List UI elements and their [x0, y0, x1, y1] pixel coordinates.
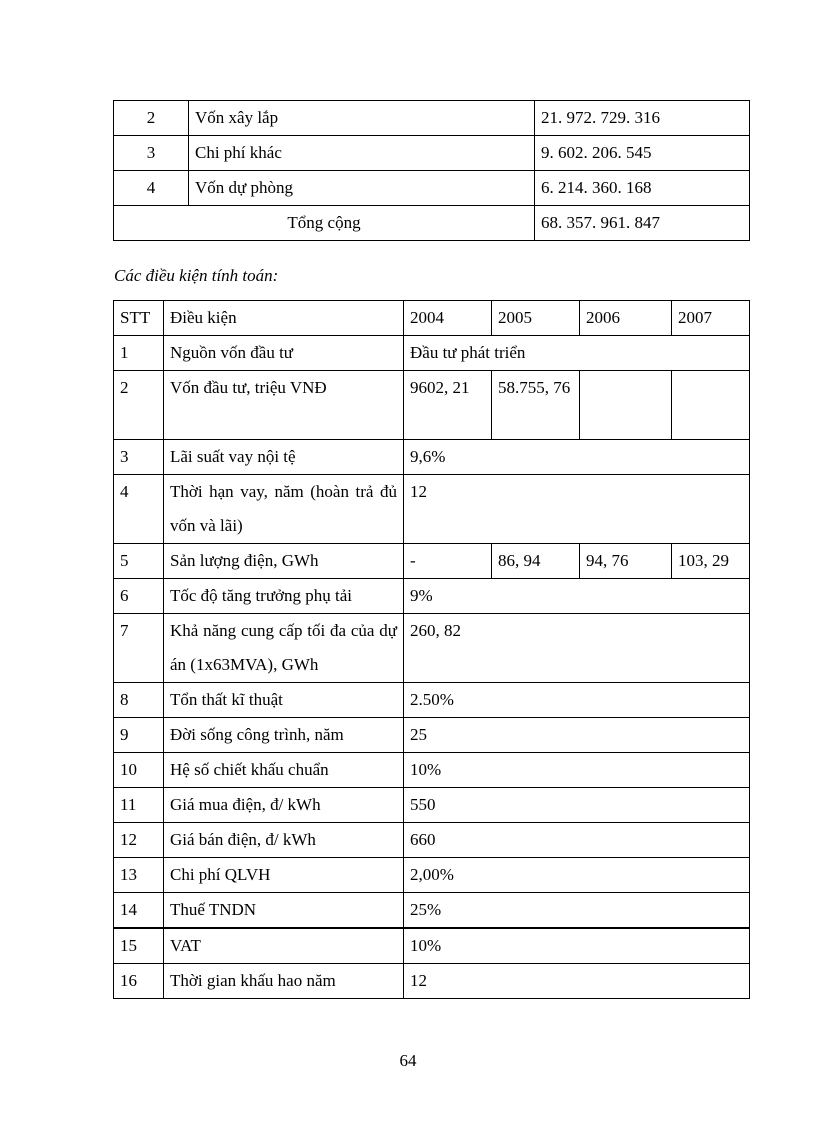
- total-label: Tổng cộng: [114, 206, 535, 241]
- header-2005: 2005: [492, 301, 580, 336]
- table-header-row: [114, 301, 750, 336]
- table-row-total: [114, 206, 750, 241]
- row-value-2007: [672, 371, 750, 440]
- row-stt: 13: [114, 858, 164, 893]
- row-value-2007: 103, 29: [672, 544, 750, 579]
- row-label: Đời sống công trình, năm: [164, 718, 404, 753]
- header-stt: STT: [114, 301, 164, 336]
- table-row: [114, 440, 750, 475]
- row-label: VAT: [164, 928, 404, 964]
- row-label: Tổn thất kĩ thuật: [164, 683, 404, 718]
- table-row: [114, 544, 750, 579]
- row-label: Thuế TNDN: [164, 893, 404, 929]
- table-row: [114, 579, 750, 614]
- row-stt: 14: [114, 893, 164, 929]
- row-value: 12: [404, 964, 750, 999]
- header-2004: 2004: [404, 301, 492, 336]
- row-label: Vốn đầu tư, triệu VNĐ: [164, 371, 404, 440]
- row-value-2004: 9602, 21: [404, 371, 492, 440]
- row-value-2005: 86, 94: [492, 544, 580, 579]
- table-row: [114, 788, 750, 823]
- row-value: 660: [404, 823, 750, 858]
- row-value-2006: [580, 371, 672, 440]
- cost-item: Vốn dự phòng: [189, 171, 535, 206]
- row-value: 2.50%: [404, 683, 750, 718]
- row-stt: 11: [114, 788, 164, 823]
- row-value: 25%: [404, 893, 750, 929]
- conditions-table: [113, 300, 750, 999]
- table-row: [114, 101, 750, 136]
- cost-stt: 3: [114, 136, 189, 171]
- cost-value: 6. 214. 360. 168: [535, 171, 750, 206]
- table-row: [114, 964, 750, 999]
- cost-summary-table: [113, 100, 750, 241]
- row-label: Sản lượng điện, GWh: [164, 544, 404, 579]
- row-label: Thời gian khấu hao năm: [164, 964, 404, 999]
- header-condition: Điều kiện: [164, 301, 404, 336]
- page-number: 64: [399, 1051, 417, 1070]
- row-value: Đầu tư phát triển: [404, 336, 750, 371]
- row-stt: 5: [114, 544, 164, 579]
- table-row: [114, 371, 750, 440]
- total-value: 68. 357. 961. 847: [535, 206, 750, 241]
- row-value-2006: 94, 76: [580, 544, 672, 579]
- row-stt: 12: [114, 823, 164, 858]
- row-stt: 3: [114, 440, 164, 475]
- row-label: Khả năng cung cấp tối đa của dự án (1x63MVA), GWh: [164, 614, 404, 683]
- cost-value: 21. 972. 729. 316: [535, 101, 750, 136]
- table-row: [114, 614, 750, 683]
- table-row: [114, 858, 750, 893]
- row-stt: 8: [114, 683, 164, 718]
- row-stt: 16: [114, 964, 164, 999]
- row-stt: 10: [114, 753, 164, 788]
- row-stt: 15: [114, 928, 164, 964]
- table-row: [114, 823, 750, 858]
- cost-stt: 4: [114, 171, 189, 206]
- cost-item: Vốn xây lắp: [189, 101, 535, 136]
- table-row: [114, 753, 750, 788]
- cost-value: 9. 602. 206. 545: [535, 136, 750, 171]
- row-label: Thời hạn vay, năm (hoàn trả đủ vốn và lãi): [164, 475, 404, 544]
- row-value: 2,00%: [404, 858, 750, 893]
- table-row: [114, 683, 750, 718]
- row-value: 550: [404, 788, 750, 823]
- row-stt: 2: [114, 371, 164, 440]
- row-label: Chi phí QLVH: [164, 858, 404, 893]
- table-row: [114, 336, 750, 371]
- row-stt: 9: [114, 718, 164, 753]
- header-2007: 2007: [672, 301, 750, 336]
- table-row: [114, 718, 750, 753]
- row-label: Giá bán điện, đ/ kWh: [164, 823, 404, 858]
- row-stt: 1: [114, 336, 164, 371]
- row-stt: 4: [114, 475, 164, 544]
- row-label: Lãi suất vay nội tệ: [164, 440, 404, 475]
- row-label: Hệ số chiết khấu chuẩn: [164, 753, 404, 788]
- row-value: 10%: [404, 753, 750, 788]
- row-label: Tốc độ tăng trưởng phụ tải: [164, 579, 404, 614]
- row-stt: 7: [114, 614, 164, 683]
- row-value: 9%: [404, 579, 750, 614]
- table-row: [114, 475, 750, 544]
- table-row: [114, 136, 750, 171]
- conditions-caption: Các điều kiện tính toán:: [114, 266, 279, 285]
- row-value-2005: 58.755, 76: [492, 371, 580, 440]
- table-row: [114, 171, 750, 206]
- row-label: Nguồn vốn đầu tư: [164, 336, 404, 371]
- row-value-2004: -: [404, 544, 492, 579]
- row-value: 12: [404, 475, 750, 544]
- row-value: 10%: [404, 928, 750, 964]
- row-label: Giá mua điện, đ/ kWh: [164, 788, 404, 823]
- cost-stt: 2: [114, 101, 189, 136]
- header-2006: 2006: [580, 301, 672, 336]
- row-value: 9,6%: [404, 440, 750, 475]
- row-value: 260, 82: [404, 614, 750, 683]
- row-stt: 6: [114, 579, 164, 614]
- cost-item: Chi phí khác: [189, 136, 535, 171]
- table-row: [114, 928, 750, 964]
- row-value: 25: [404, 718, 750, 753]
- table-row: [114, 893, 750, 929]
